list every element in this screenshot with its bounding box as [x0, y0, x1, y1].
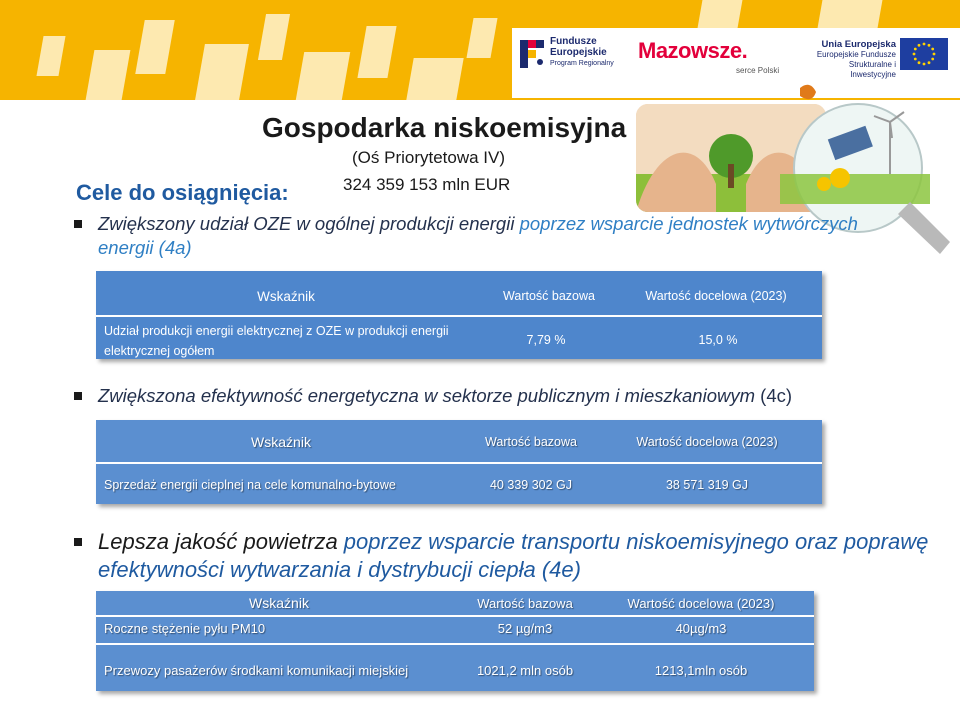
mazowsze-word: Mazowsze. — [638, 38, 748, 63]
table-header-indicator: Wskaźnik — [257, 289, 315, 304]
budget-amount: 324 359 153 mln EUR — [343, 175, 511, 194]
table-cell-indicator: Udział produkcji energii elektrycznej z OZE w produkcji energii elektrycznej ogółem — [104, 324, 449, 358]
table-cell-target: 1213,1mln osób — [654, 663, 748, 678]
mazowsze-logo — [638, 36, 788, 80]
table-header-indicator: Wskaźnik — [249, 595, 309, 611]
goal-4e-part2: poprzez wsparcie transportu niskoemisyjnego oraz poprawę efektywności wytwarzania i dystrybucji ciepła — [98, 529, 929, 582]
goal-4a-part3: poprzez wsparcie jednostek wytwórczych energii (4a) — [98, 213, 858, 258]
table-divider — [96, 643, 814, 645]
eu-flag-icon — [900, 38, 948, 70]
fe-line3: Program Regionalny — [550, 60, 614, 67]
table-cell-target: 40µg/m3 — [675, 621, 727, 636]
fe-line2: Europejskie — [550, 47, 607, 58]
goal-4e — [98, 528, 938, 584]
table-header-target: Wartość docelowa (2023) — [636, 435, 778, 449]
table-cell-base: 7,79 % — [526, 333, 566, 347]
table-cell-indicator: Roczne stężenie pyłu PM10 — [104, 621, 266, 636]
table-cell-base: 1021,2 mln osób — [476, 663, 574, 678]
bullet-square-icon — [74, 538, 82, 546]
eu-line1: Unia Europejska — [821, 39, 896, 50]
goal-4a-part1: Zwiększony udział OZE w ogólnej produkcji energi — [98, 213, 511, 234]
table-cell-base: 52 µg/m3 — [497, 621, 553, 636]
goal-4c — [98, 384, 938, 408]
goal-4a — [98, 212, 878, 260]
table-header-base: Wartość bazowa — [485, 435, 577, 449]
goals-heading: Cele do osiągnięcia: — [76, 180, 289, 205]
goal-4c-part2: (4c) — [755, 385, 793, 406]
bullet-square-icon — [74, 220, 82, 228]
bullet-square-icon — [74, 392, 82, 400]
table-header-base: Wartość bazowa — [477, 596, 573, 611]
eu-logo — [812, 38, 960, 84]
goal-4a-part2: i — [510, 213, 520, 234]
table-divider — [96, 615, 814, 617]
indicator-table-4a — [96, 271, 822, 359]
goal-4e-part1: Lepsza jakość powietrza — [98, 529, 344, 554]
table-header-target: Wartość docelowa (2023) — [627, 596, 775, 611]
indicator-table-4c — [96, 420, 822, 504]
fe-mark-icon — [520, 36, 546, 72]
table-cell-target: 15,0 % — [698, 333, 738, 347]
fe-line1: Fundusze — [550, 36, 597, 47]
indicator-table-4e — [96, 591, 814, 691]
table-header-target: Wartość docelowa (2023) — [645, 289, 787, 303]
table-cell-indicator: Sprzedaż energii cieplnej na cele komunalno-bytowe — [104, 478, 396, 492]
table-cell-target: 38 571 319 GJ — [665, 478, 748, 492]
goal-4c-part1: Zwiększona efektywność energetyczna w sektorze publicznym i mieszkaniowym — [98, 385, 756, 406]
table-cell-base: 40 339 302 GJ — [489, 478, 572, 492]
table-header-indicator: Wskaźnik — [251, 434, 311, 450]
mazowsze-sub: serce Polski — [736, 66, 780, 75]
page-title: Gospodarka niskoemisyjna — [262, 112, 627, 143]
table-cell-indicator: Przewozy pasażerów środkami komunikacji miejskiej — [104, 663, 409, 678]
table-header-base: Wartość bazowa — [503, 289, 595, 303]
eu-line2: Europejskie Fundusze — [816, 50, 896, 59]
eu-line3: Strukturalne i Inwestycyjne — [848, 60, 896, 79]
goal-4e-part3: (4e) — [541, 557, 581, 582]
fundusze-europejskie-logo — [520, 34, 630, 82]
table-divider — [96, 315, 822, 317]
table-divider — [96, 462, 822, 464]
page-subtitle: (Oś Priorytetowa IV) — [352, 148, 506, 167]
